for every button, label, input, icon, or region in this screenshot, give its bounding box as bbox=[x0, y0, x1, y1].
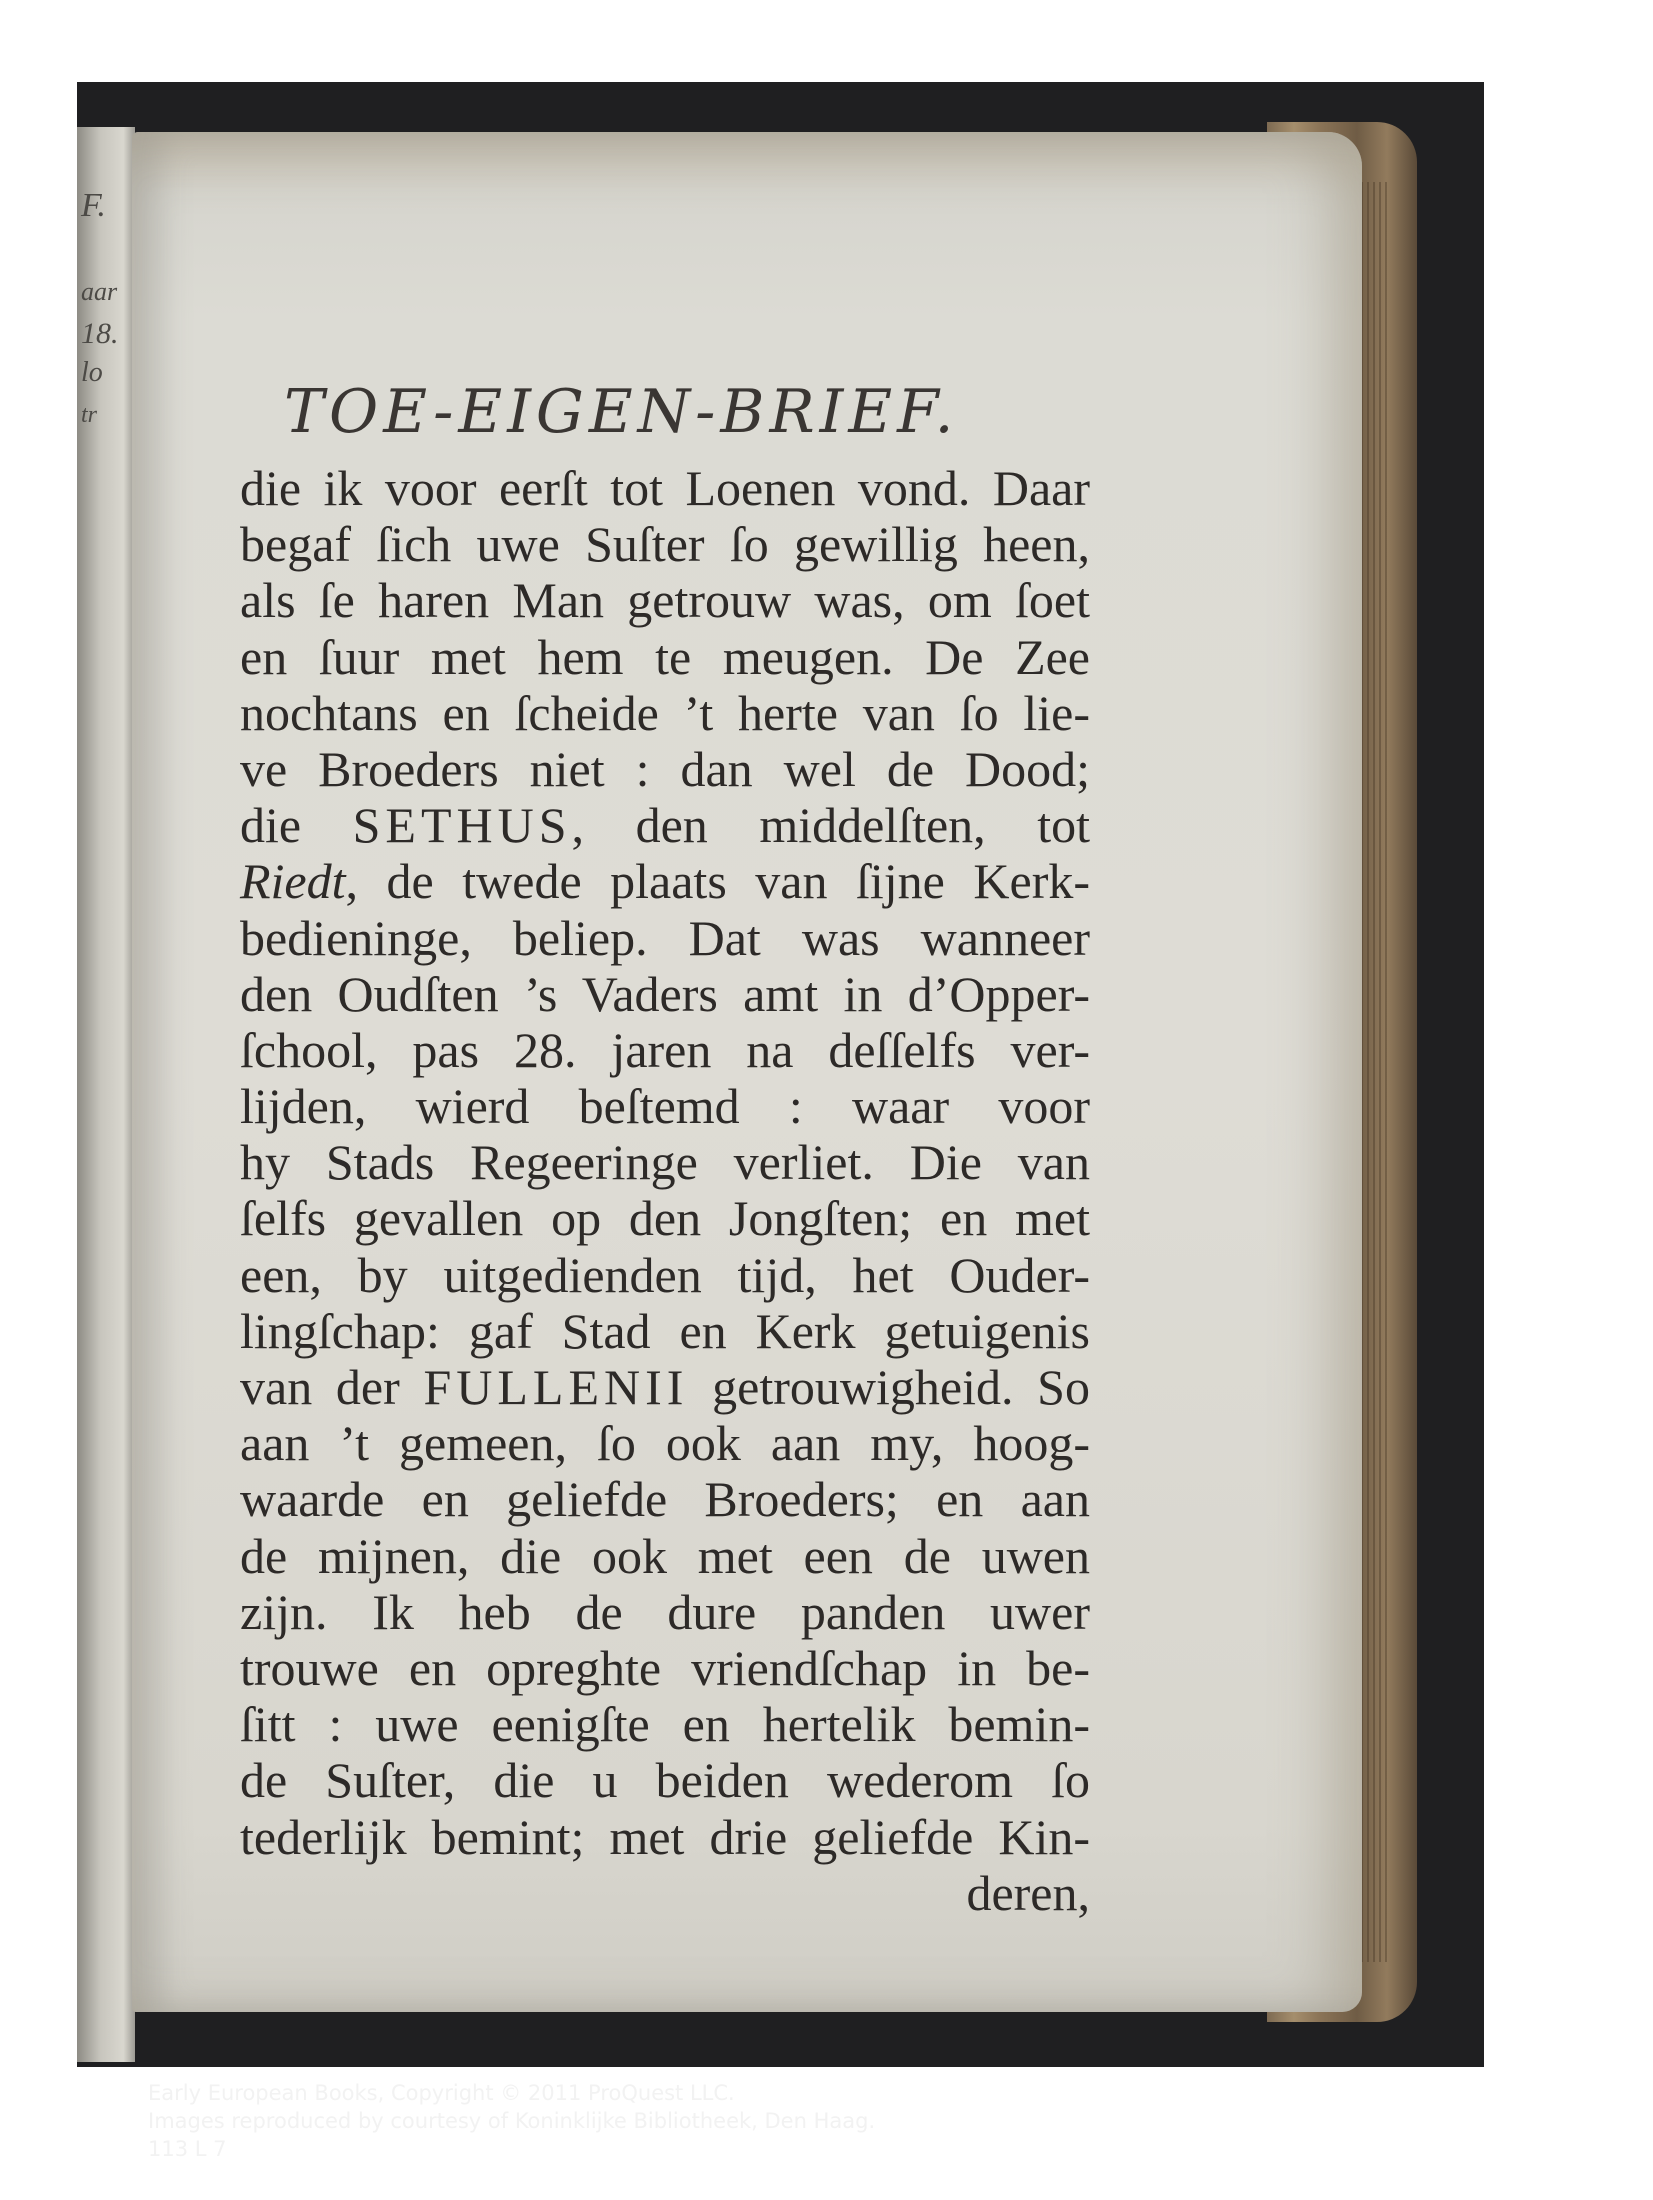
shelfmark-line: 113 L 7 bbox=[148, 2137, 227, 2161]
text-line: zijn. Ik heb de dure panden uwer bbox=[240, 1583, 1090, 1640]
text-line: en ſuur met hem te meugen. De Zee bbox=[240, 628, 1090, 685]
copyright-line: Early European Books, Copyright © 2011 ProQuest LLC. bbox=[148, 2081, 735, 2105]
body-text bbox=[240, 460, 1090, 1921]
text-line: Riedt, de twede plaats van ſijne Kerk- bbox=[240, 853, 1090, 910]
text-line: lingſchap: gaf Stad en Kerk getuigenis bbox=[240, 1302, 1090, 1359]
text-line: ſitt : uwe eenigſte en hertelik bemin- bbox=[240, 1696, 1090, 1753]
text-line: lijden, wierd beſtemd : waar voor bbox=[240, 1078, 1090, 1135]
text-line: nochtans en ſcheide ’t herte van ſo lie- bbox=[240, 684, 1090, 741]
copyright-footer bbox=[148, 2079, 875, 2163]
text-line: hy Stads Regeeringe verliet. Die van bbox=[240, 1134, 1090, 1191]
courtesy-line: Images reproduced by courtesy of Koninklijke Bibliotheek, Den Haag. bbox=[148, 2109, 876, 2133]
text-line: van der FULLENII getrouwigheid. So bbox=[240, 1359, 1090, 1415]
left-page-fragment: F. bbox=[81, 187, 106, 224]
text-line: ſelfs gevallen op den Jongſten; en met bbox=[240, 1190, 1090, 1247]
text-line: een, by uitgedienden tijd, het Ouder- bbox=[240, 1246, 1090, 1303]
text-line: ve Broeders niet : dan wel de Dood; bbox=[240, 740, 1090, 797]
left-page-fragment: aar bbox=[81, 277, 118, 306]
text-line: de Suſter, die u beiden wederom ſo bbox=[240, 1752, 1090, 1809]
name-fullenii: FULLENII bbox=[423, 1359, 689, 1415]
left-page-fragment: 18. bbox=[81, 317, 119, 350]
book-page bbox=[132, 132, 1362, 2012]
text-line: ſchool, pas 28. jaren na deſſelfs ver- bbox=[240, 1021, 1090, 1078]
left-page-fragment: lo bbox=[81, 357, 103, 388]
text-line: aan ’t gemeen, ſo ook aan my, hoog- bbox=[240, 1415, 1090, 1472]
text-line: waarde en geliefde Broeders; en aan bbox=[240, 1471, 1090, 1528]
text-line: als ſe haren Man getrouw was, om ſoet bbox=[240, 572, 1090, 629]
name-sethus: SETHUS bbox=[352, 797, 572, 854]
text-line: bedieninge, beliep. Dat was wanneer bbox=[240, 909, 1090, 966]
catchword: deren, bbox=[966, 1864, 1090, 1921]
place-riedt: Riedt bbox=[240, 853, 346, 910]
text-line: die ik voor eerſt tot Loenen vond. Daar bbox=[240, 460, 1090, 516]
left-page-edge bbox=[77, 127, 135, 2062]
left-page-fragment: tr bbox=[81, 402, 98, 428]
text-line: begaf ſich uwe Suſter ſo gewillig heen, bbox=[240, 516, 1090, 573]
text-line: die SETHUS, den middelſten, tot bbox=[240, 797, 1090, 854]
scan-frame bbox=[77, 82, 1484, 2161]
text-line: den Oudſten ’s Vaders amt in d’Opper- bbox=[240, 965, 1090, 1022]
text-line: trouwe en opreghte vriendſchap in be- bbox=[240, 1639, 1090, 1696]
text-line: de mijnen, die ook met een de uwen bbox=[240, 1527, 1090, 1584]
footer-bar bbox=[77, 2067, 1484, 2200]
page-header: TOE-EIGEN-BRIEF. bbox=[284, 377, 959, 447]
text-line: tederlijk bemint; met drie geliefde Kin- bbox=[240, 1808, 1090, 1865]
